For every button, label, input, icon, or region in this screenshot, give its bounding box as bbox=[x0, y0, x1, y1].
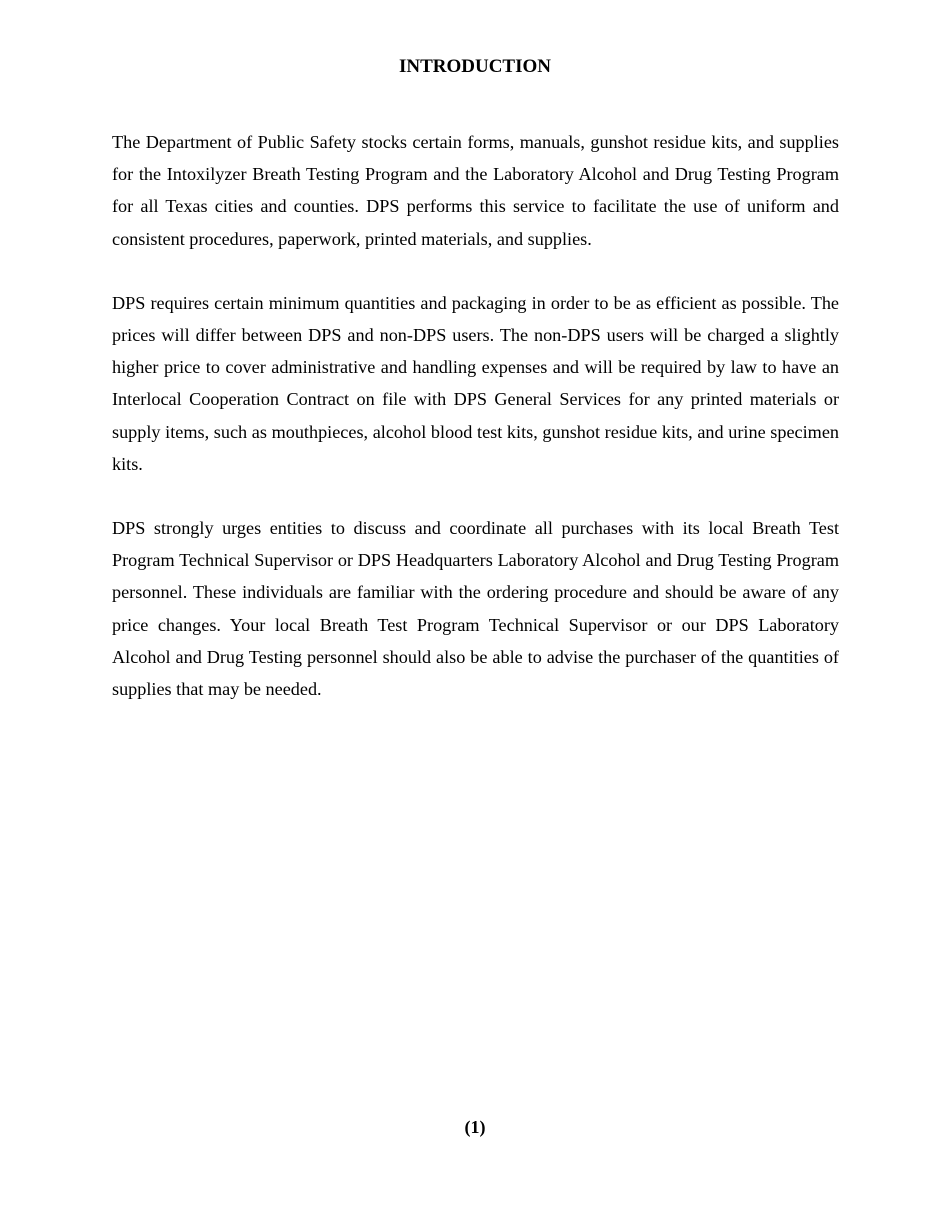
page-number: (1) bbox=[464, 1117, 486, 1137]
paragraph-intro: The Department of Public Safety stocks certain forms, manuals, gunshot residue kits, and supplies for the Intoxilyzer Breath Testing Program and the Laboratory Alcohol and Drug Testing Program for all Texas cities and counties. DPS performs this service to facilitate the use of uniform and consistent procedures, paperwork, printed materials, and supplies. bbox=[112, 132, 839, 249]
paragraph-coordination: DPS strongly urges entities to discuss and coordinate all purchases with its local Breath Test Program Technical Supervisor or DPS Headquarters Laboratory Alcohol and Drug Testing Program personnel. These individuals are familiar with the ordering procedure and should be aware of any price changes. Your local Breath Test Program Technical Supervisor or our DPS Laboratory Alcohol and Drug Testing personnel should also be able to advise the purchaser of the quantities of supplies that may be needed. bbox=[112, 518, 839, 700]
document-body bbox=[112, 126, 839, 737]
page-title: INTRODUCTION bbox=[398, 56, 552, 77]
paragraph-pricing: DPS requires certain minimum quantities and packaging in order to be as efficient as possible. The prices will differ between DPS and non-DPS users. The non-DPS users will be charged a slightly higher price to cover administrative and handling expenses and will be required by law to have an Interlocal Cooperation Contract on file with DPS General Services for any printed materials or supply items, such as mouthpieces, alcohol blood test kits, gunshot residue kits, and urine specimen kits. bbox=[112, 292, 839, 474]
